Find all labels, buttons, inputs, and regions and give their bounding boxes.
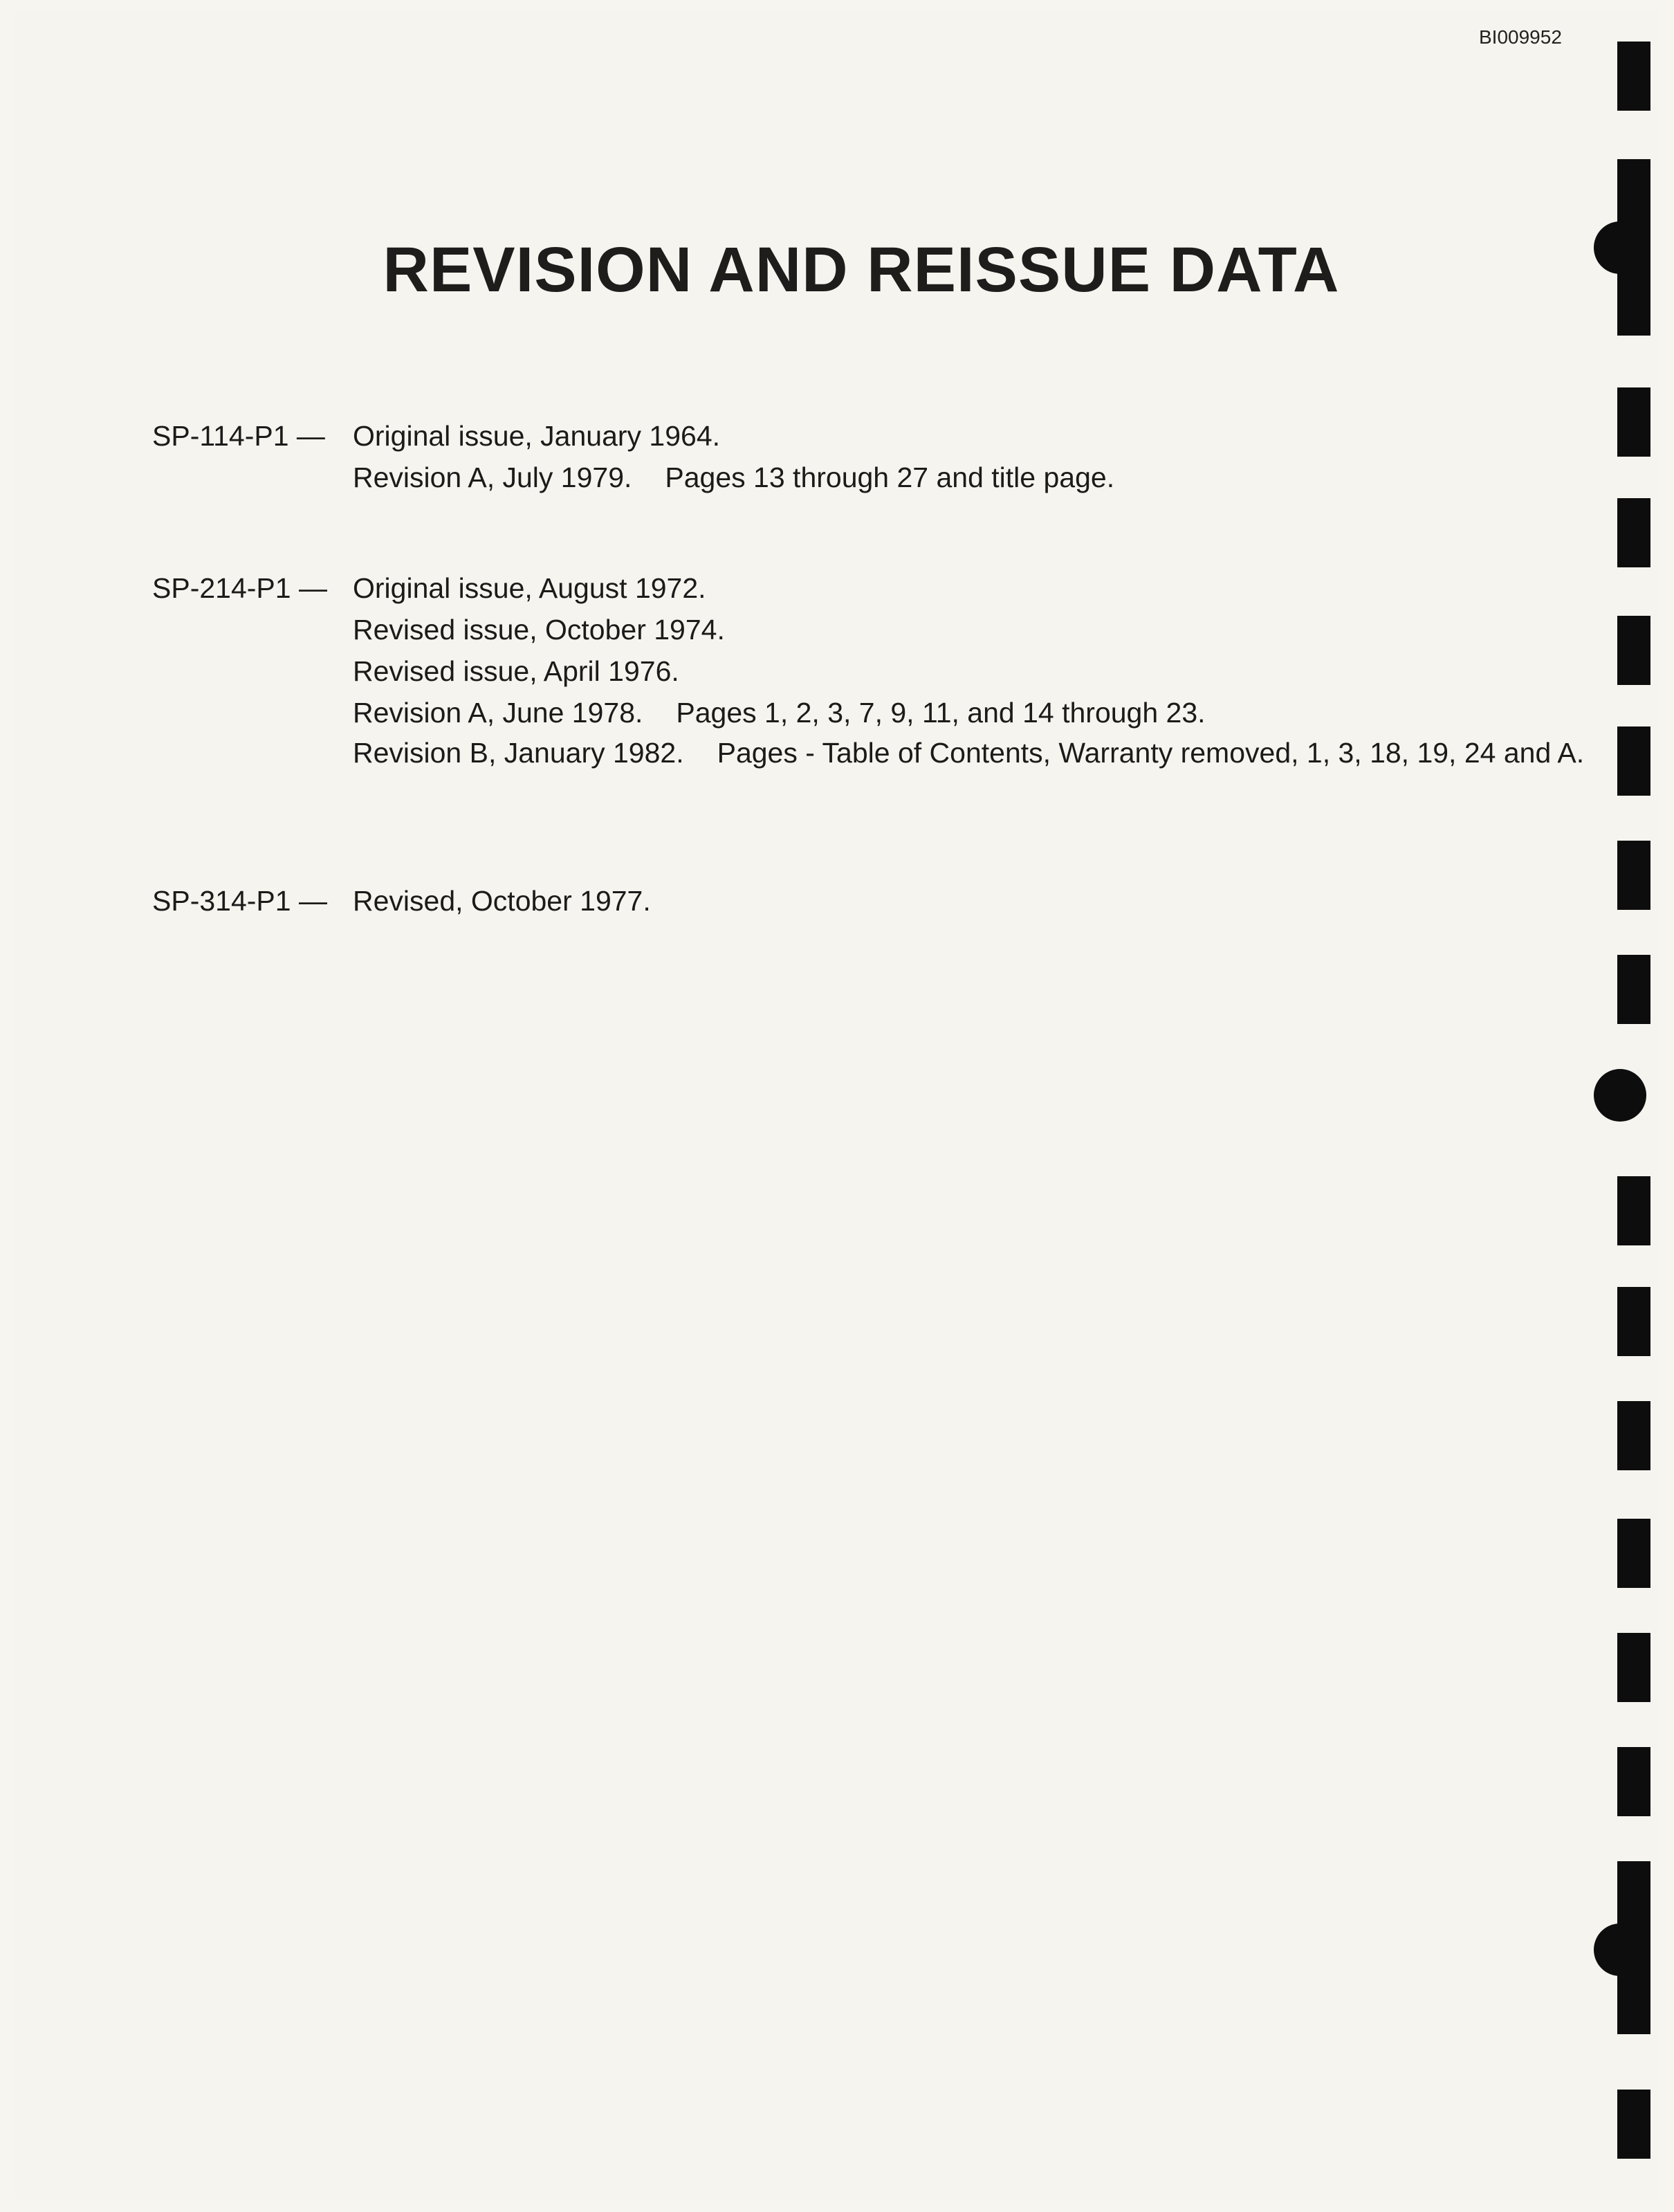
binder-tab — [1617, 1747, 1650, 1816]
entry-line — [353, 415, 1626, 457]
binder-tab — [1617, 387, 1650, 457]
entry-line-text: Revision A, June 1978. — [353, 697, 643, 729]
entry-line-pages: Pages - Table of Contents, Warranty removed, 1, 3, 18, 19, 24 and A. — [717, 737, 1585, 769]
entry-line — [353, 650, 1626, 692]
binder-tab — [1617, 1287, 1650, 1356]
entry-line — [353, 880, 1626, 922]
binder-tab — [1617, 1401, 1650, 1470]
binder-tab — [1617, 1633, 1650, 1702]
entry-line-pages: Pages 13 through 27 and title page. — [665, 461, 1115, 493]
entry-code: SP-214-P1 — — [152, 572, 327, 604]
entry-line — [353, 457, 1626, 498]
page-title: REVISION AND REISSUE DATA — [383, 235, 1340, 305]
binder-edge — [1617, 0, 1659, 2212]
entry-line-text: Revised issue, October 1974. — [353, 614, 725, 646]
binder-tab — [1617, 955, 1650, 1024]
entry-line-pages: Pages 1, 2, 3, 7, 9, 11, and 14 through 23. — [676, 697, 1206, 729]
binder-tab — [1617, 1176, 1650, 1245]
entry-code: SP-114-P1 — — [152, 420, 325, 452]
entry-line-text: Revision A, July 1979. — [353, 461, 632, 493]
entry-line — [353, 692, 1626, 733]
binding-hole — [1594, 1923, 1646, 1976]
entry-code: SP-314-P1 — — [152, 885, 327, 917]
entry-line-text: Original issue, January 1964. — [353, 420, 721, 452]
binder-tab — [1617, 841, 1650, 910]
document-id: BI009952 — [1479, 26, 1562, 48]
binder-tab — [1617, 726, 1650, 796]
binder-tab — [1617, 2090, 1650, 2159]
entry-line-text: Revision B, January 1982. — [353, 737, 684, 769]
entry-line — [353, 733, 1626, 772]
entry-line-text: Revised, October 1977. — [353, 885, 651, 917]
entry-line — [353, 567, 1626, 609]
binder-tab — [1617, 42, 1650, 111]
entry-line-text: Revised issue, April 1976. — [353, 655, 679, 687]
entry-line-text: Original issue, August 1972. — [353, 572, 706, 604]
binding-hole — [1594, 1069, 1646, 1122]
binder-tab — [1617, 616, 1650, 685]
binder-tab — [1617, 498, 1650, 567]
binder-tab — [1617, 1519, 1650, 1588]
document-page — [15, 12, 1659, 2199]
binding-hole — [1594, 221, 1646, 274]
entry-line — [353, 609, 1626, 650]
